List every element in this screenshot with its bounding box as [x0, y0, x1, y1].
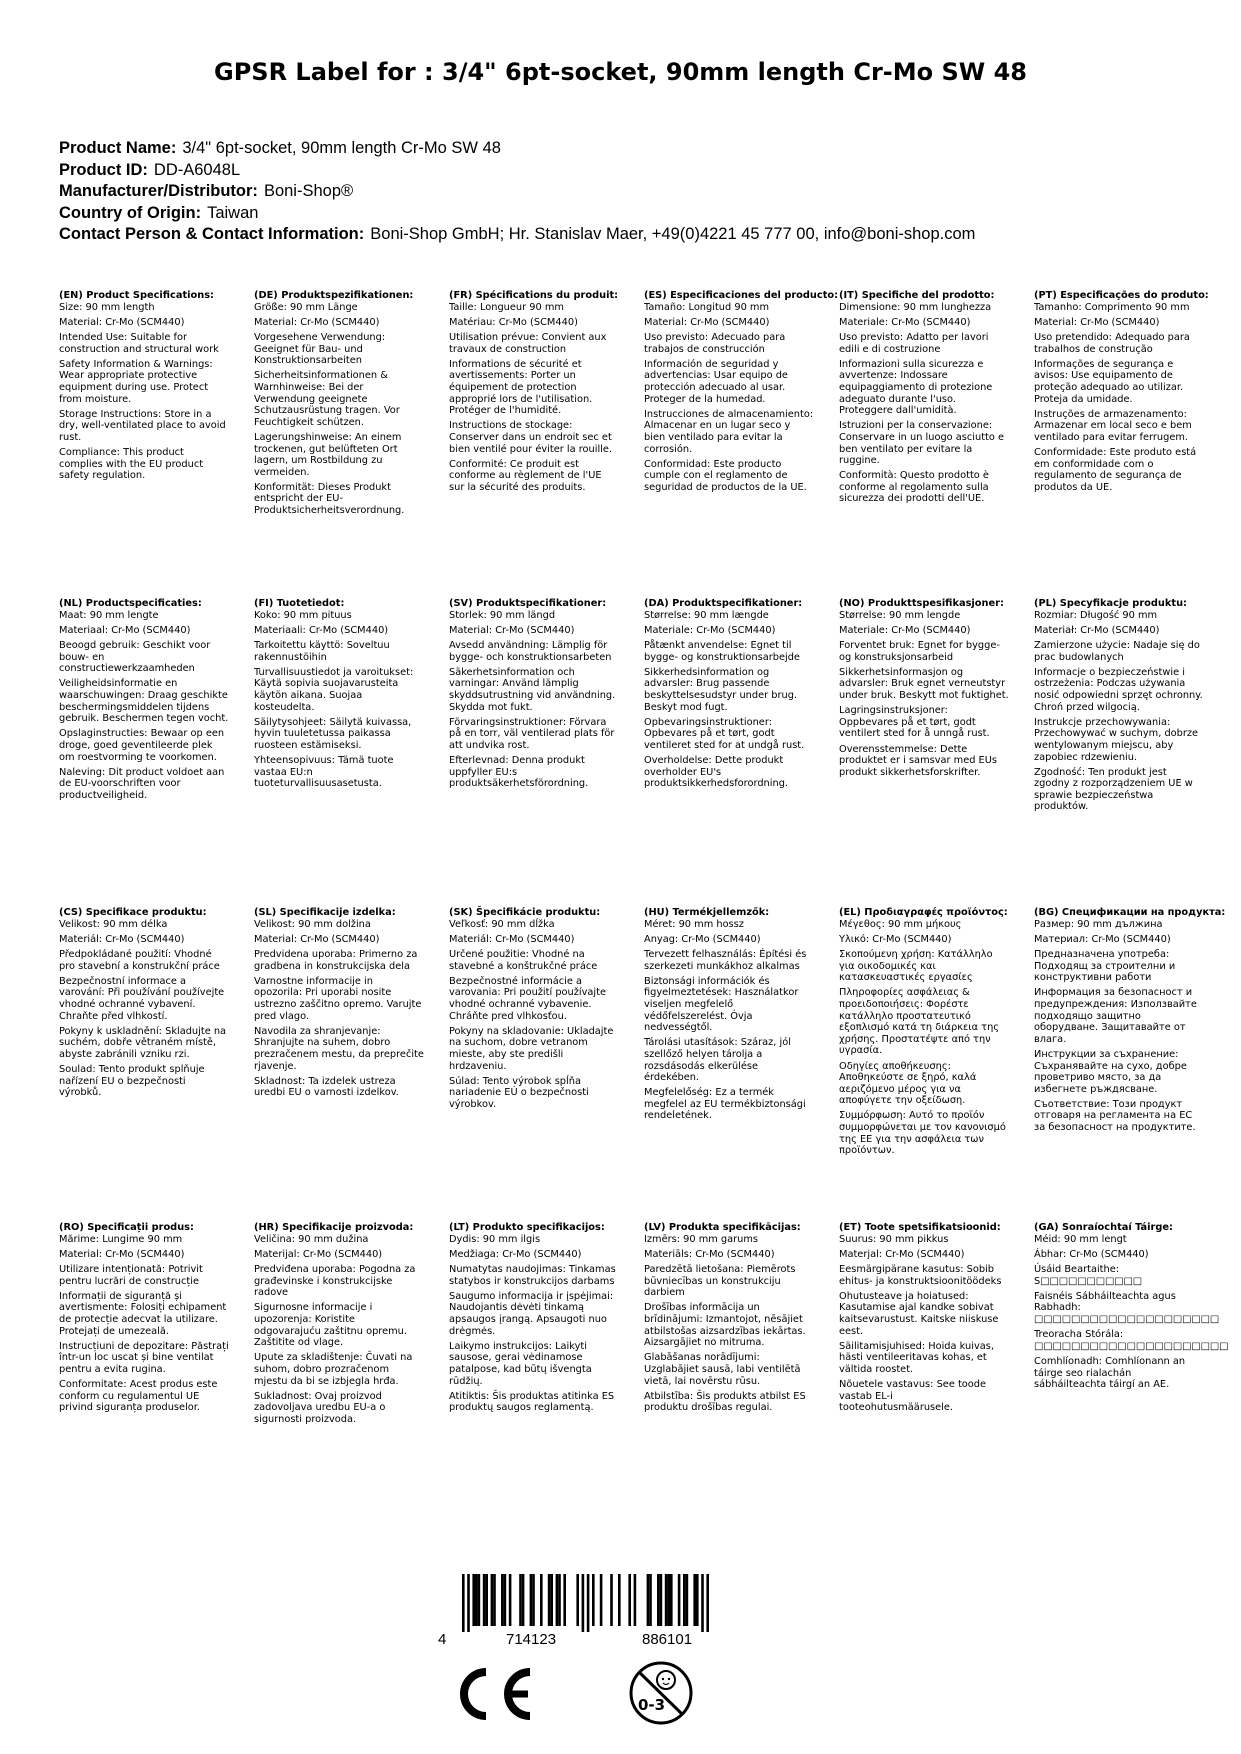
spec-line: Dimensione: 90 mm lunghezza	[839, 301, 992, 313]
spec-line: Opbevaringsinstruktioner: Opbevares på et tørt, godt ventileret sted for at undgå rust.	[644, 716, 805, 751]
barcode-bar	[683, 1574, 686, 1626]
barcode-bar	[558, 1574, 561, 1626]
page-title: GPSR Label for : 3/4" 6pt-socket, 90mm length Cr-Mo SW 48	[214, 58, 1027, 86]
spec-line: Atbilstība: Šis produkts atbilst ES produktu drošības regulai.	[644, 1390, 806, 1414]
language-heading: (EN) Product Specifications:	[59, 290, 214, 301]
barcode-bar	[600, 1574, 603, 1626]
spec-line: Informații de siguranță și avertismente: Folosiți echipament de protecție adecvat la utilizare. Protejați de umezeală.	[59, 1290, 227, 1337]
barcode	[462, 1574, 742, 1632]
spec-line: Sikkerhetsinformasjon og advarsler: Bruk egnet verneutstyr under bruk. Beskytt mot fuktighet.	[839, 666, 1009, 701]
spec-line: Conformidade: Este produto está em conformidade com o regulamento de segurança de produtos da UE.	[1034, 447, 1197, 493]
language-heading: (DA) Produktspecifikationer:	[644, 598, 803, 609]
spec-line: Instrucciones de almacenamiento: Almacenar en un lugar seco y bien ventilado para evitar la corrosión.	[644, 408, 814, 455]
barcode-bar	[540, 1574, 543, 1626]
barcode-bar	[667, 1574, 670, 1626]
product-info	[59, 138, 1209, 246]
barcode-bar	[693, 1574, 696, 1626]
barcode-bar	[501, 1574, 504, 1626]
barcode-bar	[647, 1574, 650, 1626]
spec-line: Nõuetele vastavus: See toode vastab EL-i tooteohutusmäärusele.	[839, 1379, 987, 1414]
spec-line: Upute za skladištenje: Čuvati na suhom, dobro prozračenom mjestu da bi se izbjegla hrđa.	[254, 1352, 413, 1387]
spec-line: Rozmiar: Długość 90 mm	[1034, 609, 1158, 621]
spec-line: Conformidad: Este producto cumple con el reglamento de seguridad de productos de la UE.	[644, 458, 807, 493]
language-block	[839, 1222, 1009, 1417]
spec-line: Bezpečnostní informace a varování: Při používání používejte vhodné ochranné vybavení. Chraňte před vlhkostí.	[59, 975, 225, 1022]
spec-line: Megfelelőség: Ez a termék megfelel az EU termékbiztonsági rendeletének.	[644, 1087, 806, 1122]
spec-line: Efterlevnad: Denna produkt uppfyller EU:s produktsäkerhetsförordning.	[449, 755, 589, 790]
spec-line: Numatytas naudojimas: Tinkamas statybos ir konstrukcijos darbams	[449, 1263, 616, 1287]
spec-line: Informations de sécurité et avertissements: Porter un équipement de protection approprié lors de l'utilisation. Protéger de l'humidité.	[449, 358, 593, 417]
spec-line: Tarkoitettu käyttö: Soveltuu rakennustöihin	[254, 639, 390, 663]
barcode-bar	[618, 1574, 621, 1626]
spec-line: Soulad: Tento produkt splňuje nařízení EU o bezpečnosti výrobků.	[59, 1064, 205, 1099]
no-children-0-3-icon	[628, 1660, 694, 1726]
spec-line: Konformität: Dieses Produkt entspricht der EU-Produktsicherheitsverordnung.	[254, 481, 405, 517]
spec-line: Tervezett felhasználás: Építési és szerkezeti munkákhoz alkalmas	[644, 948, 807, 972]
spec-line: Zgodność: Ten produkt jest zgodny z rozporządzeniem UE w sprawie bezpieczeństwa produktów.	[1034, 766, 1193, 813]
info-contact	[59, 224, 1209, 246]
barcode-bar	[478, 1574, 481, 1626]
spec-line: Størrelse: 90 mm lengde	[839, 609, 961, 621]
language-heading: (FR) Spécifications du produit:	[449, 290, 619, 301]
spec-line: Tamanho: Comprimento 90 mm	[1034, 301, 1190, 313]
language-heading: (NL) Productspecificaties:	[59, 598, 202, 609]
spec-line: Material: Cr-Mo (SCM440)	[449, 624, 575, 636]
language-block	[59, 1222, 229, 1417]
language-block	[839, 907, 1009, 1160]
spec-line: Conformitate: Acest produs este conform cu regulamentul UE privind siguranța produselor.	[59, 1379, 218, 1414]
spec-line: Material: Cr-Mo (SCM440)	[59, 316, 185, 328]
spec-line: Sicherheitsinformationen & Warnhinweise: Bei der Verwendung geeignete Schutzausrüstung tragen. Vor Feuchtigkeit schützen.	[254, 370, 400, 428]
language-heading: (EL) Προδιαγραφές προϊόντος:	[839, 907, 1008, 918]
spec-line: Forventet bruk: Egnet for bygge- og konstruksjonsarbeid	[839, 639, 1000, 663]
language-block	[644, 598, 814, 793]
spec-line: Storlek: 90 mm längd	[449, 609, 556, 621]
language-block	[254, 598, 424, 793]
info-country	[59, 203, 1209, 225]
info-value: Boni-Shop®	[263, 182, 354, 200]
language-heading: (ES) Especificaciones del producto:	[644, 290, 839, 301]
spec-line: Materiaali: Cr-Mo (SCM440)	[254, 624, 389, 636]
language-heading: (BG) Спецификации на продукта:	[1034, 907, 1226, 918]
spec-line: Opslaginstructies: Bewaar op een droge, goed geventileerde plek om roestvorming te voorkomen.	[59, 728, 225, 763]
barcode-bar	[665, 1574, 668, 1626]
spec-line: Utilisation prévue: Convient aux travaux de construction	[449, 331, 607, 355]
language-heading: (HU) Termékjellemzők:	[644, 907, 770, 918]
spec-line: Súlad: Tento výrobok spĺňa nariadenie EÚ o bezpečnosti výrobkov.	[449, 1075, 589, 1110]
barcode-bar	[550, 1574, 553, 1626]
spec-line: Anyag: Cr-Mo (SCM440)	[644, 933, 761, 945]
spec-line: Säkerhetsinformation och varningar: Använd lämplig skyddsutrustning vid användning. Skydda mot fukt.	[449, 666, 616, 713]
barcode-bar	[634, 1574, 637, 1626]
spec-line: Laikymo instrukcijos: Laikyti sausose, gerai vėdinamose patalpose, kad būtų išvengta rūdžių.	[449, 1340, 592, 1387]
spec-line: Biztonsági információk és figyelmeztetések: Használatkor viseljen megfelelő védőfelszerelést. Óvja nedvességtől.	[644, 975, 799, 1034]
spec-line: Zamierzone użycie: Nadaje się do prac budowlanych	[1034, 639, 1200, 663]
spec-line: Glabāšanas norādījumi: Uzglabājiet sausā, labi ventilētā vietā, lai novērstu rūsu.	[644, 1352, 801, 1387]
spec-line: Faisnéis Sábháilteachta agus Rabhadh: □□□□□□□□□□□□□□□□□□□□	[1034, 1290, 1220, 1325]
spec-line: Safety Information & Warnings: Wear appropriate protective equipment during use. Protect from moisture.	[59, 358, 213, 405]
barcode-bar	[610, 1574, 613, 1626]
spec-line: Mărime: Lungime 90 mm	[59, 1233, 183, 1245]
spec-line: Lagerungshinweise: An einem trockenen, gut belüfteten Ort lagern, um Rostbildung zu vermeiden.	[254, 431, 402, 478]
spec-line: Comhlíonadh: Comhlíonann an táirge seo rialachán sábháilteachta táirgí an AE.	[1034, 1355, 1186, 1391]
barcode-bar	[563, 1574, 566, 1626]
spec-line: Säilytysohjeet: Säilytä kuivassa, hyvin tuuletetussa paikassa ruosteen estämiseksi.	[254, 716, 412, 751]
language-block	[644, 1222, 814, 1417]
spec-line: Materiał: Cr-Mo (SCM440)	[1034, 624, 1160, 636]
spec-line: Material: Cr-Mo (SCM440)	[254, 316, 380, 328]
spec-line: Información de seguridad y advertencias: Usar equipo de protección adecuado al usar. Proteger de la humedad.	[644, 358, 788, 405]
spec-line: Uso pretendido: Adequado para trabalhos de construção	[1034, 331, 1190, 355]
barcode-bar	[678, 1574, 681, 1626]
language-block	[254, 290, 424, 520]
spec-line: Utilizare intenționată: Potrivit pentru lucrări de construcție	[59, 1263, 203, 1287]
spec-line: Materjal: Cr-Mo (SCM440)	[839, 1248, 965, 1260]
language-heading: (ET) Toote spetsifikatsioonid:	[839, 1222, 1001, 1233]
spec-line: Materijal: Cr-Mo (SCM440)	[254, 1248, 383, 1260]
info-label: Country of Origin:	[59, 203, 202, 222]
spec-line: Pokyny k uskladnění: Skladujte na suchém, dobře větraném místě, abyste zabránili vzniku rzi.	[59, 1025, 227, 1060]
spec-line: Sikkerhedsinformation og advarsler: Brug passende beskyttelsesudstyr under brug. Beskyt mod fugt.	[644, 666, 798, 713]
barcode-bar	[696, 1574, 699, 1626]
spec-line: Určené použitie: Vhodné na stavebné a konštrukčné práce	[449, 948, 598, 972]
spec-line: Skladnost: Ta izdelek ustreza uredbi EU o varnosti izdelkov.	[254, 1075, 399, 1099]
spec-line: Размер: 90 mm дължина	[1034, 918, 1163, 930]
spec-line: Materiale: Cr-Mo (SCM440)	[839, 624, 971, 636]
spec-line: Μέγεθος: 90 mm μήκους	[839, 918, 962, 930]
language-block	[644, 907, 814, 1126]
spec-line: Materiale: Cr-Mo (SCM440)	[644, 624, 776, 636]
language-heading: (RO) Specificații produs:	[59, 1222, 194, 1233]
language-block	[1034, 1222, 1229, 1394]
spec-line: Instrukcje przechowywania: Przechowywać w suchym, dobrze wentylowanym miejscu, aby zapobiec rdzewieniu.	[1034, 716, 1199, 763]
spec-line: Předpokládané použití: Vhodné pro stavební a konstrukční práce	[59, 948, 220, 972]
language-block	[1034, 907, 1226, 1137]
spec-line: Säilitamisjuhised: Hoida kuivas, hästi ventileeritavas kohas, et vältida roostet.	[839, 1340, 994, 1375]
language-block	[449, 598, 619, 793]
spec-line: Инструкции за съхранение: Съхранявайте на сухо, добре проветриво място, за да избегнете ръждясване.	[1034, 1048, 1187, 1095]
barcode-bar	[519, 1574, 522, 1626]
barcode-bar	[587, 1574, 590, 1632]
spec-line: Taille: Longueur 90 mm	[449, 301, 564, 313]
spec-line: Storage Instructions: Store in a dry, well-ventilated place to avoid rust.	[59, 408, 226, 443]
spec-line: Treoracha Stórála: □□□□□□□□□□□□□□□□□□□□□	[1034, 1329, 1229, 1352]
barcode-digit-first: 4	[438, 1631, 447, 1648]
spec-line: Veličina: 90 mm dužina	[254, 1233, 369, 1245]
spec-line: Úsáid Beartaithe: S□□□□□□□□□□□	[1034, 1263, 1143, 1287]
spec-line: Informações de segurança e avisos: Use equipamento de proteção adequado ao utilizar. Proteja da umidade.	[1034, 358, 1184, 405]
spec-line: Beoogd gebruik: Geschikt voor bouw- en constructiewerkzaamheden	[59, 639, 211, 675]
spec-line: Ábhar: Cr-Mo (SCM440)	[1034, 1248, 1149, 1260]
spec-line: Информация за безопасност и предупреждения: Използвайте подходящо защитно оборудване. Защитавайте от влага.	[1034, 987, 1197, 1045]
spec-line: Υλικό: Cr-Mo (SCM440)	[839, 933, 952, 945]
spec-line: Koko: 90 mm pituus	[254, 609, 352, 621]
barcode-bar	[701, 1574, 704, 1632]
language-heading: (PL) Specyfikacje produktu:	[1034, 598, 1187, 609]
language-heading: (LV) Produkta specifikācijas:	[644, 1222, 801, 1233]
spec-line: Overholdelse: Dette produkt overholder EU's produktsikkerhedsforordning.	[644, 755, 789, 790]
language-block	[449, 907, 619, 1114]
spec-line: Πληροφορίες ασφάλειας & προειδοποιήσεις: Φορέστε κατάλληλο προστατευτικό εξοπλισμό κατά τη διάρκεια της χρήσης. Προστατέψτε από την υγρασία.	[839, 987, 1000, 1057]
spec-line: Méret: 90 mm hossz	[644, 918, 744, 930]
spec-line: Drošības informācija un brīdinājumi: Izmantojot, nēsājiet atbilstošas aizsardzības iekārtas. Aizsargājiet no mitruma.	[644, 1302, 806, 1349]
barcode-bar	[548, 1574, 551, 1626]
spec-line: Istruzioni per la conservazione: Conservare in un luogo asciutto e ben ventilato per evitare la ruggine.	[839, 420, 1005, 467]
barcode-bar	[660, 1574, 663, 1626]
language-block	[59, 907, 229, 1102]
spec-line: Σκοπούμενη χρήση: Κατάλληλο για οικοδομικές και κατασκευαστικές εργασίες	[839, 948, 993, 984]
spec-line: Yhteensopivuus: Tämä tuote vastaa EU:n tuoteturvallisuusasetusta.	[254, 755, 394, 790]
language-heading: (NO) Produkttspesifikasjoner:	[839, 598, 1004, 609]
spec-line: Sukladnost: Ovaj proizvod zadovoljava uredbu EU-a o sigurnosti proizvoda.	[254, 1390, 386, 1425]
spec-line: Materiaal: Cr-Mo (SCM440)	[59, 624, 191, 636]
language-heading: (CS) Specifikace produktu:	[59, 907, 207, 918]
language-block	[254, 1222, 424, 1429]
info-value: Taiwan	[207, 203, 259, 222]
ce-mark-icon	[450, 1666, 536, 1722]
spec-line: Tamaño: Longitud 90 mm	[644, 301, 770, 313]
spec-line: Påtænkt anvendelse: Egnet til bygge- og konstruktionsarbejde	[644, 639, 800, 663]
spec-line: Eesmärgipärane kasutus: Sobib ehitus- ja konstruktsioonitöödeks	[839, 1263, 1002, 1287]
spec-line: Vorgesehene Verwendung: Geeignet für Bau- und Konstruktionsarbeiten	[254, 331, 386, 367]
barcode-bar	[592, 1574, 595, 1626]
spec-line: Συμμόρφωση: Αυτό το προϊόν συμμορφώνεται με τον κανονισμό της ΕΕ για την ασφάλεια των προϊόντων.	[839, 1110, 1006, 1157]
spec-line: Størrelse: 90 mm længde	[644, 609, 769, 621]
spec-line: Veľkosť: 90 mm dĺžka	[449, 918, 555, 930]
spec-line: Dydis: 90 mm ilgis	[449, 1233, 541, 1245]
language-block	[839, 598, 1009, 782]
spec-line: Uso previsto: Adatto per lavori edili e di costruzione	[839, 331, 989, 355]
spec-line: Pokyny na skladovanie: Ukladajte na suchom, dobre vetranom mieste, aby ste predišli hrdzaveniu.	[449, 1025, 614, 1072]
spec-line: Materiale: Cr-Mo (SCM440)	[839, 316, 971, 328]
language-heading: (FI) Tuotetiedot:	[254, 598, 345, 609]
spec-line: Tárolási utasítások: Száraz, jól szellőző helyen tárolja a rozsdásodás elkerülése érdekében.	[644, 1037, 791, 1084]
barcode-digits-right: 886101	[642, 1631, 693, 1648]
barcode-bar	[576, 1574, 579, 1626]
language-heading: (SL) Specifikacije izdelka:	[254, 907, 396, 918]
barcode-bar	[649, 1574, 652, 1626]
spec-line: Méid: 90 mm lengt	[1034, 1233, 1127, 1245]
language-heading: (SV) Produktspecifikationer:	[449, 598, 607, 609]
barcode-bar	[582, 1574, 585, 1632]
language-block	[839, 290, 1009, 509]
spec-line: Conformità: Questo prodotto è conforme al regolamento sulla sicurezza dei prodotti dell'UE.	[839, 470, 989, 505]
barcode-bar	[485, 1574, 488, 1626]
language-block	[644, 290, 839, 497]
barcode-bar	[706, 1574, 709, 1632]
barcode-bar	[657, 1574, 660, 1626]
spec-line: Atitiktis: Šis produktas atitinka ES produktų saugos reglamentą.	[449, 1390, 615, 1414]
spec-line: Uso previsto: Adecuado para trabajos de construcción	[644, 331, 786, 355]
spec-line: Predvidena uporaba: Primerno za gradbena in konstrukcijska dela	[254, 948, 418, 972]
spec-line: Förvaringsinstruktioner: Förvara på en torr, väl ventilerad plats för att undvika rost.	[449, 716, 615, 751]
barcode-bar	[472, 1574, 475, 1626]
spec-line: Size: 90 mm length	[59, 301, 155, 313]
spec-line: Naleving: Dit product voldoet aan de EU-voorschriften voor productveiligheid.	[59, 766, 225, 801]
barcode-bar	[670, 1574, 673, 1626]
language-block	[449, 290, 619, 497]
language-heading: (DE) Produktspezifikationen:	[254, 290, 414, 301]
language-block	[59, 598, 229, 805]
spec-line: Материал: Cr-Mo (SCM440)	[1034, 933, 1171, 945]
language-block	[254, 907, 424, 1102]
spec-line: Overensstemmelse: Dette produktet er i samsvar med EUs produkt sikkerhetsforskrifter.	[839, 743, 998, 778]
spec-line: Medžiaga: Cr-Mo (SCM440)	[449, 1248, 582, 1260]
barcode-bar	[491, 1574, 494, 1626]
language-block	[1034, 290, 1209, 497]
info-label: Manufacturer/Distributor:	[59, 182, 258, 200]
spec-line: Avsedd användning: Lämplig för bygge- och konstruktionsarbeten	[449, 639, 612, 663]
spec-line: Turvallisuustiedot ja varoitukset: Käytä sopivia suojavarusteita käytön aikana. Suojaa kosteudelta.	[254, 666, 414, 713]
language-heading: (PT) Especificações do produto:	[1034, 290, 1209, 301]
spec-line: Οδηγίες αποθήκευσης: Αποθηκεύστε σε ξηρό, καλά αεριζόμενο μέρος για να αποφύγετε την οξείδωση.	[839, 1060, 977, 1107]
barcode-bar	[509, 1574, 512, 1626]
language-heading: (LT) Produkto specifikacijos:	[449, 1222, 605, 1233]
info-label: Product Name:	[59, 139, 177, 157]
info-product-name	[59, 138, 1209, 160]
barcode-bar	[483, 1574, 486, 1626]
language-heading: (GA) Sonraíochtaí Táirge:	[1034, 1222, 1173, 1233]
spec-line: Intended Use: Suitable for construction and structural work	[59, 331, 219, 355]
spec-line: Materiál: Cr-Mo (SCM440)	[449, 933, 575, 945]
language-heading: (HR) Specifikacije proizvoda:	[254, 1222, 414, 1233]
spec-line: Material: Cr-Mo (SCM440)	[644, 316, 770, 328]
spec-line: Izmērs: 90 mm garums	[644, 1233, 759, 1245]
barcode-bar	[504, 1574, 507, 1626]
info-product-id	[59, 160, 1209, 182]
spec-line: Conformité: Ce produit est conforme au règlement de l'UE sur la sécurité des produits.	[449, 458, 602, 493]
spec-line: Paredzētā lietošana: Piemērots būvniecības un konstrukciju darbiem	[644, 1263, 796, 1299]
barcode-bar	[467, 1574, 470, 1632]
language-heading: (IT) Specifiche del prodotto:	[839, 290, 995, 301]
spec-line: Größe: 90 mm Länge	[254, 301, 358, 313]
spec-line: Saugumo informacija ir įspėjimai: Naudojantis dėvėti tinkamą apsaugos įrangą. Apsaugoti nuo drėgmės.	[449, 1290, 614, 1337]
spec-line: Informazioni sulla sicurezza e avvertenze: Indossare equipaggiamento di protezione adeguato durante l'uso. Proteggere dall'umidità.	[839, 358, 993, 417]
spec-line: Предназначена употреба: Подходящ за строителни и конструктивни работи	[1034, 948, 1176, 984]
language-heading: (SK) Špecifikácie produktu:	[449, 907, 601, 918]
barcode-bar	[556, 1574, 559, 1626]
spec-line: Ohutusteave ja hoiatused: Kasutamise ajal kandke sobivat kaitsevarustust. Kaitske niiskuse eest.	[839, 1290, 999, 1337]
barcode-bar	[475, 1574, 478, 1626]
spec-line: Varnostne informacije in opozorila: Pri uporabi nosite ustrezno zaščitno opremo. Varujte pred vlago.	[254, 975, 422, 1022]
spec-line: Material: Cr-Mo (SCM440)	[254, 933, 380, 945]
spec-line: Sigurnosne informacije i upozorenja: Koristite odgovarajuću zaštitnu opremu. Zaštitite od vlage.	[254, 1302, 408, 1349]
barcode-bar	[530, 1574, 533, 1626]
spec-line: Materiál: Cr-Mo (SCM440)	[59, 933, 185, 945]
spec-line: Instructions de stockage: Conserver dans un endroit sec et bien ventilé pour éviter la rouille.	[449, 420, 613, 455]
info-value: 3/4" 6pt-socket, 90mm length Cr-Mo SW 48	[182, 139, 501, 157]
barcode-bar	[462, 1574, 465, 1632]
barcode-bar	[628, 1574, 631, 1626]
spec-line: Suurus: 90 mm pikkus	[839, 1233, 949, 1245]
info-manufacturer	[59, 181, 1209, 203]
spec-line: Lagringsinstruksjoner: Oppbevares på et tørt, godt ventilert sted for å unngå rust.	[839, 705, 990, 740]
spec-line: Instruções de armazenamento: Armazenar em local seco e bem ventilado para evitar ferrugem.	[1034, 408, 1192, 443]
language-block	[449, 1222, 619, 1417]
spec-line: Navodila za shranjevanje: Shranjujte na suhem, dobro prezračenem mestu, da preprečite rjavenje.	[254, 1025, 424, 1072]
spec-line: Matériau: Cr-Mo (SCM440)	[449, 316, 578, 328]
spec-line: Velikost: 90 mm dolžina	[254, 918, 371, 930]
spec-line: Maat: 90 mm lengte	[59, 609, 159, 621]
age-warning-text: 0-3	[638, 1696, 666, 1714]
spec-line: Informacje o bezpieczeństwie i ostrzeżenia: Podczas używania nosić odpowiedni sprzęt ochronny. Chroń przed wilgocią.	[1034, 666, 1203, 713]
spec-line: Materiāls: Cr-Mo (SCM440)	[644, 1248, 775, 1260]
spec-line: Instrucțiuni de depozitare: Păstrați într-un loc uscat și bine ventilat pentru a evita rugina.	[59, 1340, 229, 1375]
barcode-bar	[532, 1574, 535, 1626]
spec-line: Veiligheidsinformatie en waarschuwingen: Draag geschikte beschermingsmiddelen tijdens gebruik. Beschermen tegen vocht.	[59, 678, 229, 725]
spec-line: Velikost: 90 mm délka	[59, 918, 168, 930]
spec-line: Material: Cr-Mo (SCM440)	[59, 1248, 185, 1260]
language-block	[1034, 598, 1204, 817]
spec-line: Bezpečnostné informácie a varovania: Pri použití používajte vhodné ochranné vybavenie. Chráňte pred vlhkosťou.	[449, 975, 606, 1022]
info-label: Contact Person & Contact Information:	[59, 225, 365, 243]
spec-line: Compliance: This product complies with the EU product safety regulation.	[59, 447, 204, 482]
spec-line: Material: Cr-Mo (SCM440)	[1034, 316, 1160, 328]
barcode-bar	[686, 1574, 689, 1626]
spec-line: Съответствие: Този продукт отговаря на регламента на ЕС за безопасност на продуктите.	[1034, 1098, 1196, 1134]
info-value: DD-A6048L	[153, 160, 241, 179]
language-block	[59, 290, 229, 485]
info-value: Boni-Shop GmbH; Hr. Stanislav Maer, +49(0)4221 45 777 00, info@boni-shop.com	[370, 225, 976, 243]
barcode-bar	[522, 1574, 525, 1626]
barcode-bar	[493, 1574, 496, 1626]
info-label: Product ID:	[59, 160, 148, 179]
barcode-digits-left: 714123	[506, 1631, 557, 1648]
spec-line: Predviđena uporaba: Pogodna za građevinske i konstrukcijske radove	[254, 1263, 416, 1299]
